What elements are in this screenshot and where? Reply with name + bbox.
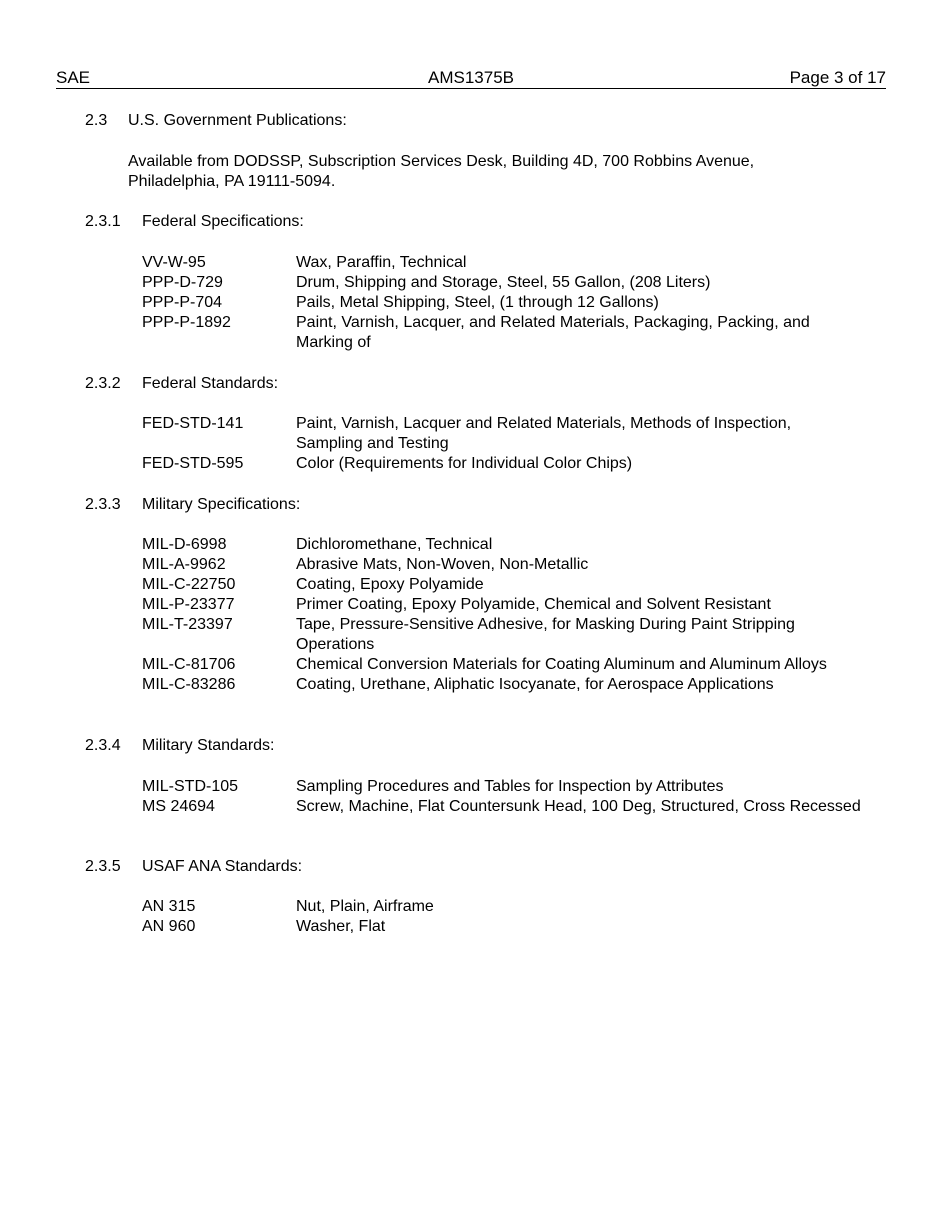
section-number: 2.3.5 <box>85 858 121 875</box>
item-description: Abrasive Mats, Non-Woven, Non-Metallic <box>296 556 589 573</box>
item-code: MIL-A-9962 <box>142 556 226 573</box>
page-header <box>56 68 886 89</box>
item-description: Paint, Varnish, Lacquer, and Related Materials, Packaging, Packing, and Marking of <box>296 314 810 351</box>
list-item <box>142 897 862 917</box>
header-page-number: Page 3 of 17 <box>789 68 886 87</box>
item-description: Wax, Paraffin, Technical <box>296 254 467 271</box>
item-description: Chemical Conversion Materials for Coating Aluminum and Aluminum Alloys <box>296 656 827 673</box>
item-code: PPP-P-704 <box>142 294 223 311</box>
list-item <box>142 454 862 474</box>
item-description: Primer Coating, Epoxy Polyamide, Chemical and Solvent Resistant <box>296 596 771 613</box>
item-description: Drum, Shipping and Storage, Steel, 55 Gallon, (208 Liters) <box>296 274 711 291</box>
item-description: Nut, Plain, Airframe <box>296 898 434 915</box>
list-item <box>142 293 862 313</box>
item-description: Screw, Machine, Flat Countersunk Head, 100 Deg, Structured, Cross Recessed <box>296 798 861 815</box>
section-number: 2.3.1 <box>85 213 121 230</box>
section-title: Federal Specifications: <box>142 213 304 230</box>
federal-specifications-list <box>142 253 862 353</box>
item-code: MIL-STD-105 <box>142 778 239 795</box>
list-item <box>142 414 862 454</box>
list-item <box>142 273 862 293</box>
section-title: U.S. Government Publications: <box>128 112 347 129</box>
item-description: Dichloromethane, Technical <box>296 536 493 553</box>
item-code: MIL-P-23377 <box>142 596 235 613</box>
item-code: VV-W-95 <box>142 254 206 271</box>
military-standards-list <box>142 777 862 817</box>
list-item <box>142 595 862 615</box>
availability-text: Available from DODSSP, Subscription Services Desk, Building 4D, 700 Robbins Avenue, Philadelphia, PA 19111-5094. <box>128 153 755 190</box>
list-item <box>142 797 862 817</box>
list-item <box>142 655 862 675</box>
item-code: MIL-C-81706 <box>142 656 236 673</box>
list-item <box>142 575 862 595</box>
list-item <box>142 253 862 273</box>
list-item <box>142 313 862 353</box>
item-description: Tape, Pressure-Sensitive Adhesive, for Masking During Paint Stripping Operations <box>296 616 795 653</box>
section-number: 2.3.4 <box>85 737 121 754</box>
item-code: AN 960 <box>142 918 196 935</box>
header-org: SAE <box>56 68 91 87</box>
list-item <box>142 535 862 555</box>
item-code: AN 315 <box>142 898 196 915</box>
item-code: MIL-C-22750 <box>142 576 236 593</box>
federal-standards-list <box>142 414 862 474</box>
item-description: Paint, Varnish, Lacquer and Related Materials, Methods of Inspection, Sampling and Testing <box>296 415 792 452</box>
item-code: PPP-P-1892 <box>142 314 231 331</box>
item-code: MS 24694 <box>142 798 215 815</box>
section-title: USAF ANA Standards: <box>142 858 303 875</box>
item-description: Washer, Flat <box>296 918 386 935</box>
section-title: Federal Standards: <box>142 375 279 392</box>
list-item <box>142 917 862 937</box>
list-item <box>142 615 862 655</box>
item-code: PPP-D-729 <box>142 274 223 291</box>
military-specifications-list <box>142 535 862 695</box>
usaf-ana-standards-list <box>142 897 862 937</box>
header-doc-number: AMS1375B <box>428 68 514 87</box>
item-description: Pails, Metal Shipping, Steel, (1 through 12 Gallons) <box>296 294 659 311</box>
item-description: Coating, Urethane, Aliphatic Isocyanate, for Aerospace Applications <box>296 676 774 693</box>
item-code: FED-STD-141 <box>142 415 244 432</box>
list-item <box>142 555 862 575</box>
section-title: Military Standards: <box>142 737 275 754</box>
section-number: 2.3 <box>85 112 108 129</box>
list-item <box>142 777 862 797</box>
item-code: MIL-T-23397 <box>142 616 233 633</box>
item-description: Coating, Epoxy Polyamide <box>296 576 484 593</box>
item-code: MIL-C-83286 <box>142 676 236 693</box>
item-description: Color (Requirements for Individual Color Chips) <box>296 455 633 472</box>
list-item <box>142 675 862 695</box>
item-description: Sampling Procedures and Tables for Inspection by Attributes <box>296 778 724 795</box>
section-title: Military Specifications: <box>142 496 301 513</box>
section-number: 2.3.3 <box>85 496 121 513</box>
item-code: MIL-D-6998 <box>142 536 227 553</box>
section-number: 2.3.2 <box>85 375 121 392</box>
item-code: FED-STD-595 <box>142 455 244 472</box>
